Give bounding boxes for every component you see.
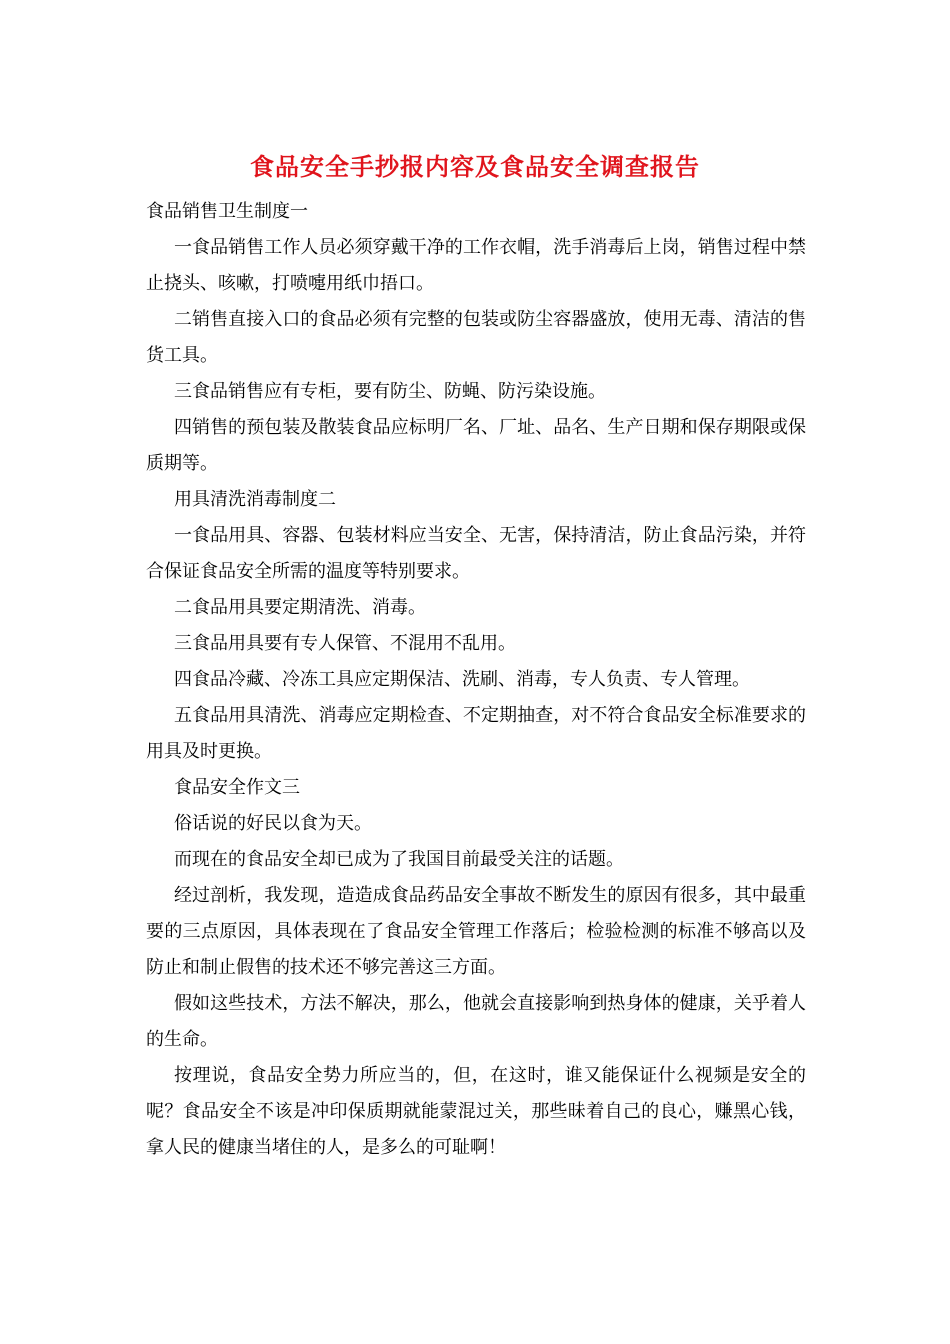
paragraph: 俗话说的好民以食为天。 xyxy=(174,813,372,834)
paragraph: 假如这些技术，方法不解决，那么，他就会直接影响到热身体的健康，关乎着人的生命。 xyxy=(146,993,806,1050)
paragraph: 二销售直接入口的食品必须有完整的包装或防尘容器盛放，使用无毒、清洁的售货工具。 xyxy=(146,309,806,366)
paragraph: 二食品用具要定期清洗、消毒。 xyxy=(174,597,426,618)
document-title: 食品安全手抄报内容及食品安全调查报告 xyxy=(250,152,700,181)
paragraph: 四销售的预包装及散装食品应标明厂名、厂址、品名、生产日期和保存期限或保质期等。 xyxy=(146,417,806,474)
paragraph: 五食品用具清洗、消毒应定期检查、不定期抽查，对不符合食品安全标准要求的用具及时更换。 xyxy=(146,705,806,762)
paragraph: 食品销售卫生制度一 xyxy=(146,201,308,222)
paragraph: 用具清洗消毒制度二 xyxy=(174,489,336,510)
paragraph: 一食品销售工作人员必须穿戴干净的工作衣帽，洗手消毒后上岗，销售过程中禁止挠头、咳嗽，打喷嚏用纸巾捂口。 xyxy=(146,237,806,294)
paragraph: 三食品销售应有专柜，要有防尘、防蝇、防污染设施。 xyxy=(174,381,606,402)
paragraph: 按理说，食品安全势力所应当的，但，在这时，谁又能保证什么视频是安全的呢？食品安全不该是冲印保质期就能蒙混过关，那些昧着自己的良心，赚黑心钱，拿人民的健康当堵住的人，是多么的可耻啊！ xyxy=(146,1065,806,1158)
paragraph: 四食品冷藏、冷冻工具应定期保洁、洗刷、消毒，专人负责、专人管理。 xyxy=(174,669,750,690)
paragraph: 经过剖析，我发现，造造成食品药品安全事故不断发生的原因有很多，其中最重要的三点原因，具体表现在了食品安全管理工作落后；检验检测的标准不够高以及防止和制止假售的技术还不够完善这三方面。 xyxy=(146,885,806,978)
paragraph: 食品安全作文三 xyxy=(174,777,300,798)
paragraph: 而现在的食品安全却已成为了我国目前最受关注的话题。 xyxy=(174,849,624,870)
paragraph: 一食品用具、容器、包装材料应当安全、无害，保持清洁，防止食品污染，并符合保证食品安全所需的温度等特别要求。 xyxy=(146,525,806,582)
document-body xyxy=(146,194,806,1166)
paragraph: 三食品用具要有专人保管、不混用不乱用。 xyxy=(174,633,516,654)
